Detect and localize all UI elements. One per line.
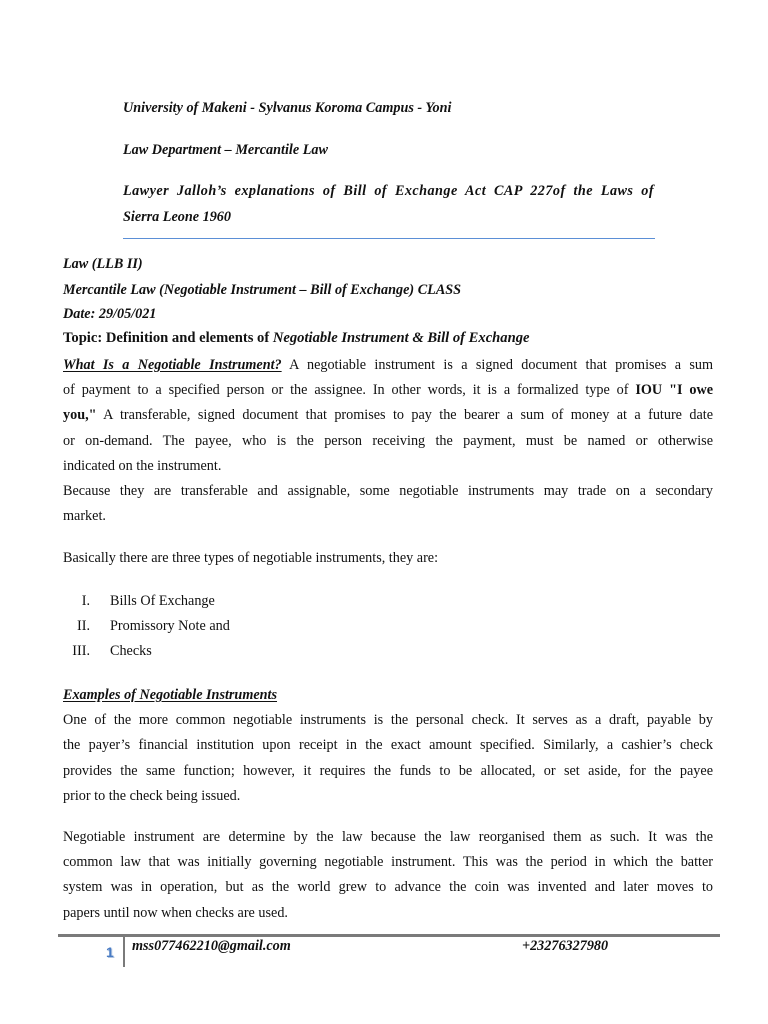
footer-email: mss077462210@gmail.com <box>132 938 291 954</box>
header-divider <box>123 238 655 239</box>
document-title-line-1: Lawyer Jalloh’s explanations of Bill of Exchange Act CAP 227of the Laws of <box>123 183 654 199</box>
section-heading-examples: Examples of Negotiable Instruments <box>63 687 278 703</box>
paragraph-line: market. <box>63 508 106 525</box>
section-negotiable-instrument-definition <box>63 353 713 529</box>
paragraph-line: you," A transferable, signed document that promises to pay the bearer a sum of money at a future date <box>63 407 713 424</box>
paragraph-line: Negotiable instrument are determine by the law because the law reorganised them as such. It was the <box>63 829 713 845</box>
class-label: Mercantile Law (Negotiable Instrument – Bill of Exchange) CLASS <box>63 282 462 298</box>
list-text: Promissory Note and <box>110 618 230 634</box>
paragraph-line: prior to the check being issued. <box>63 787 241 804</box>
section-legal-history <box>63 825 713 926</box>
paragraph-line: or on-demand. The payee, who is the person receiving the payment, must be named or otherwise <box>63 432 713 449</box>
paragraph-line: provides the same function; however, it requires the funds to be allocated, or set aside, for the payee <box>63 762 713 779</box>
paragraph-line: Because they are transferable and assignable, some negotiable instruments may trade on a secondary <box>63 482 713 499</box>
paragraph-line: the payer’s financial institution upon receipt in the exact amount specified. Similarly, a cashier’s check <box>63 737 713 754</box>
paragraph-line: common law that was initially governing negotiable instrument. This was the period in which the batter <box>63 854 713 871</box>
paragraph-line: system was in operation, but as the world grew to advance the coin was invented and later moves to <box>63 879 713 896</box>
page-number: 1 <box>106 944 114 960</box>
list-number: I. <box>81 593 90 609</box>
topic-subject: Negotiable Instrument & Bill of Exchange <box>272 330 530 346</box>
paragraph-line: One of the more common negotiable instruments is the personal check. It serves as a draft, payable by <box>63 712 713 729</box>
list-number: III. <box>72 643 90 659</box>
section-examples <box>63 683 713 809</box>
list-number: II. <box>77 618 90 634</box>
university-name: University of Makeni - Sylvanus Koroma Campus - Yoni <box>123 100 452 116</box>
list-text: Bills Of Exchange <box>110 593 215 609</box>
document-title-line-2: Sierra Leone 1960 <box>123 209 231 225</box>
department-name: Law Department – Mercantile Law <box>123 142 328 158</box>
footer-vertical-divider <box>123 936 125 967</box>
date-label: Date: 29/05/021 <box>63 306 157 322</box>
paragraph-line: of payment to a specified person or the assignee. In other words, it is a formalized type of IOU "I owe <box>63 382 713 399</box>
types-intro: Basically there are three types of negotiable instruments, they are: <box>63 550 439 566</box>
paragraph-line: What Is a Negotiable Instrument? A negotiable instrument is a signed document that promises a sum <box>63 357 714 373</box>
footer-phone: +23276327980 <box>522 938 609 954</box>
topic-prefix: Topic: Definition and elements of <box>63 330 273 346</box>
course-label: Law (LLB II) <box>63 256 143 272</box>
paragraph-line: papers until now when checks are used. <box>63 904 288 921</box>
section-heading-what-is: What Is a Negotiable Instrument? <box>63 357 282 373</box>
list-text: Checks <box>110 643 152 659</box>
topic-heading <box>63 330 530 347</box>
paragraph-line: indicated on the instrument. <box>63 457 222 474</box>
footer-divider <box>58 934 720 937</box>
